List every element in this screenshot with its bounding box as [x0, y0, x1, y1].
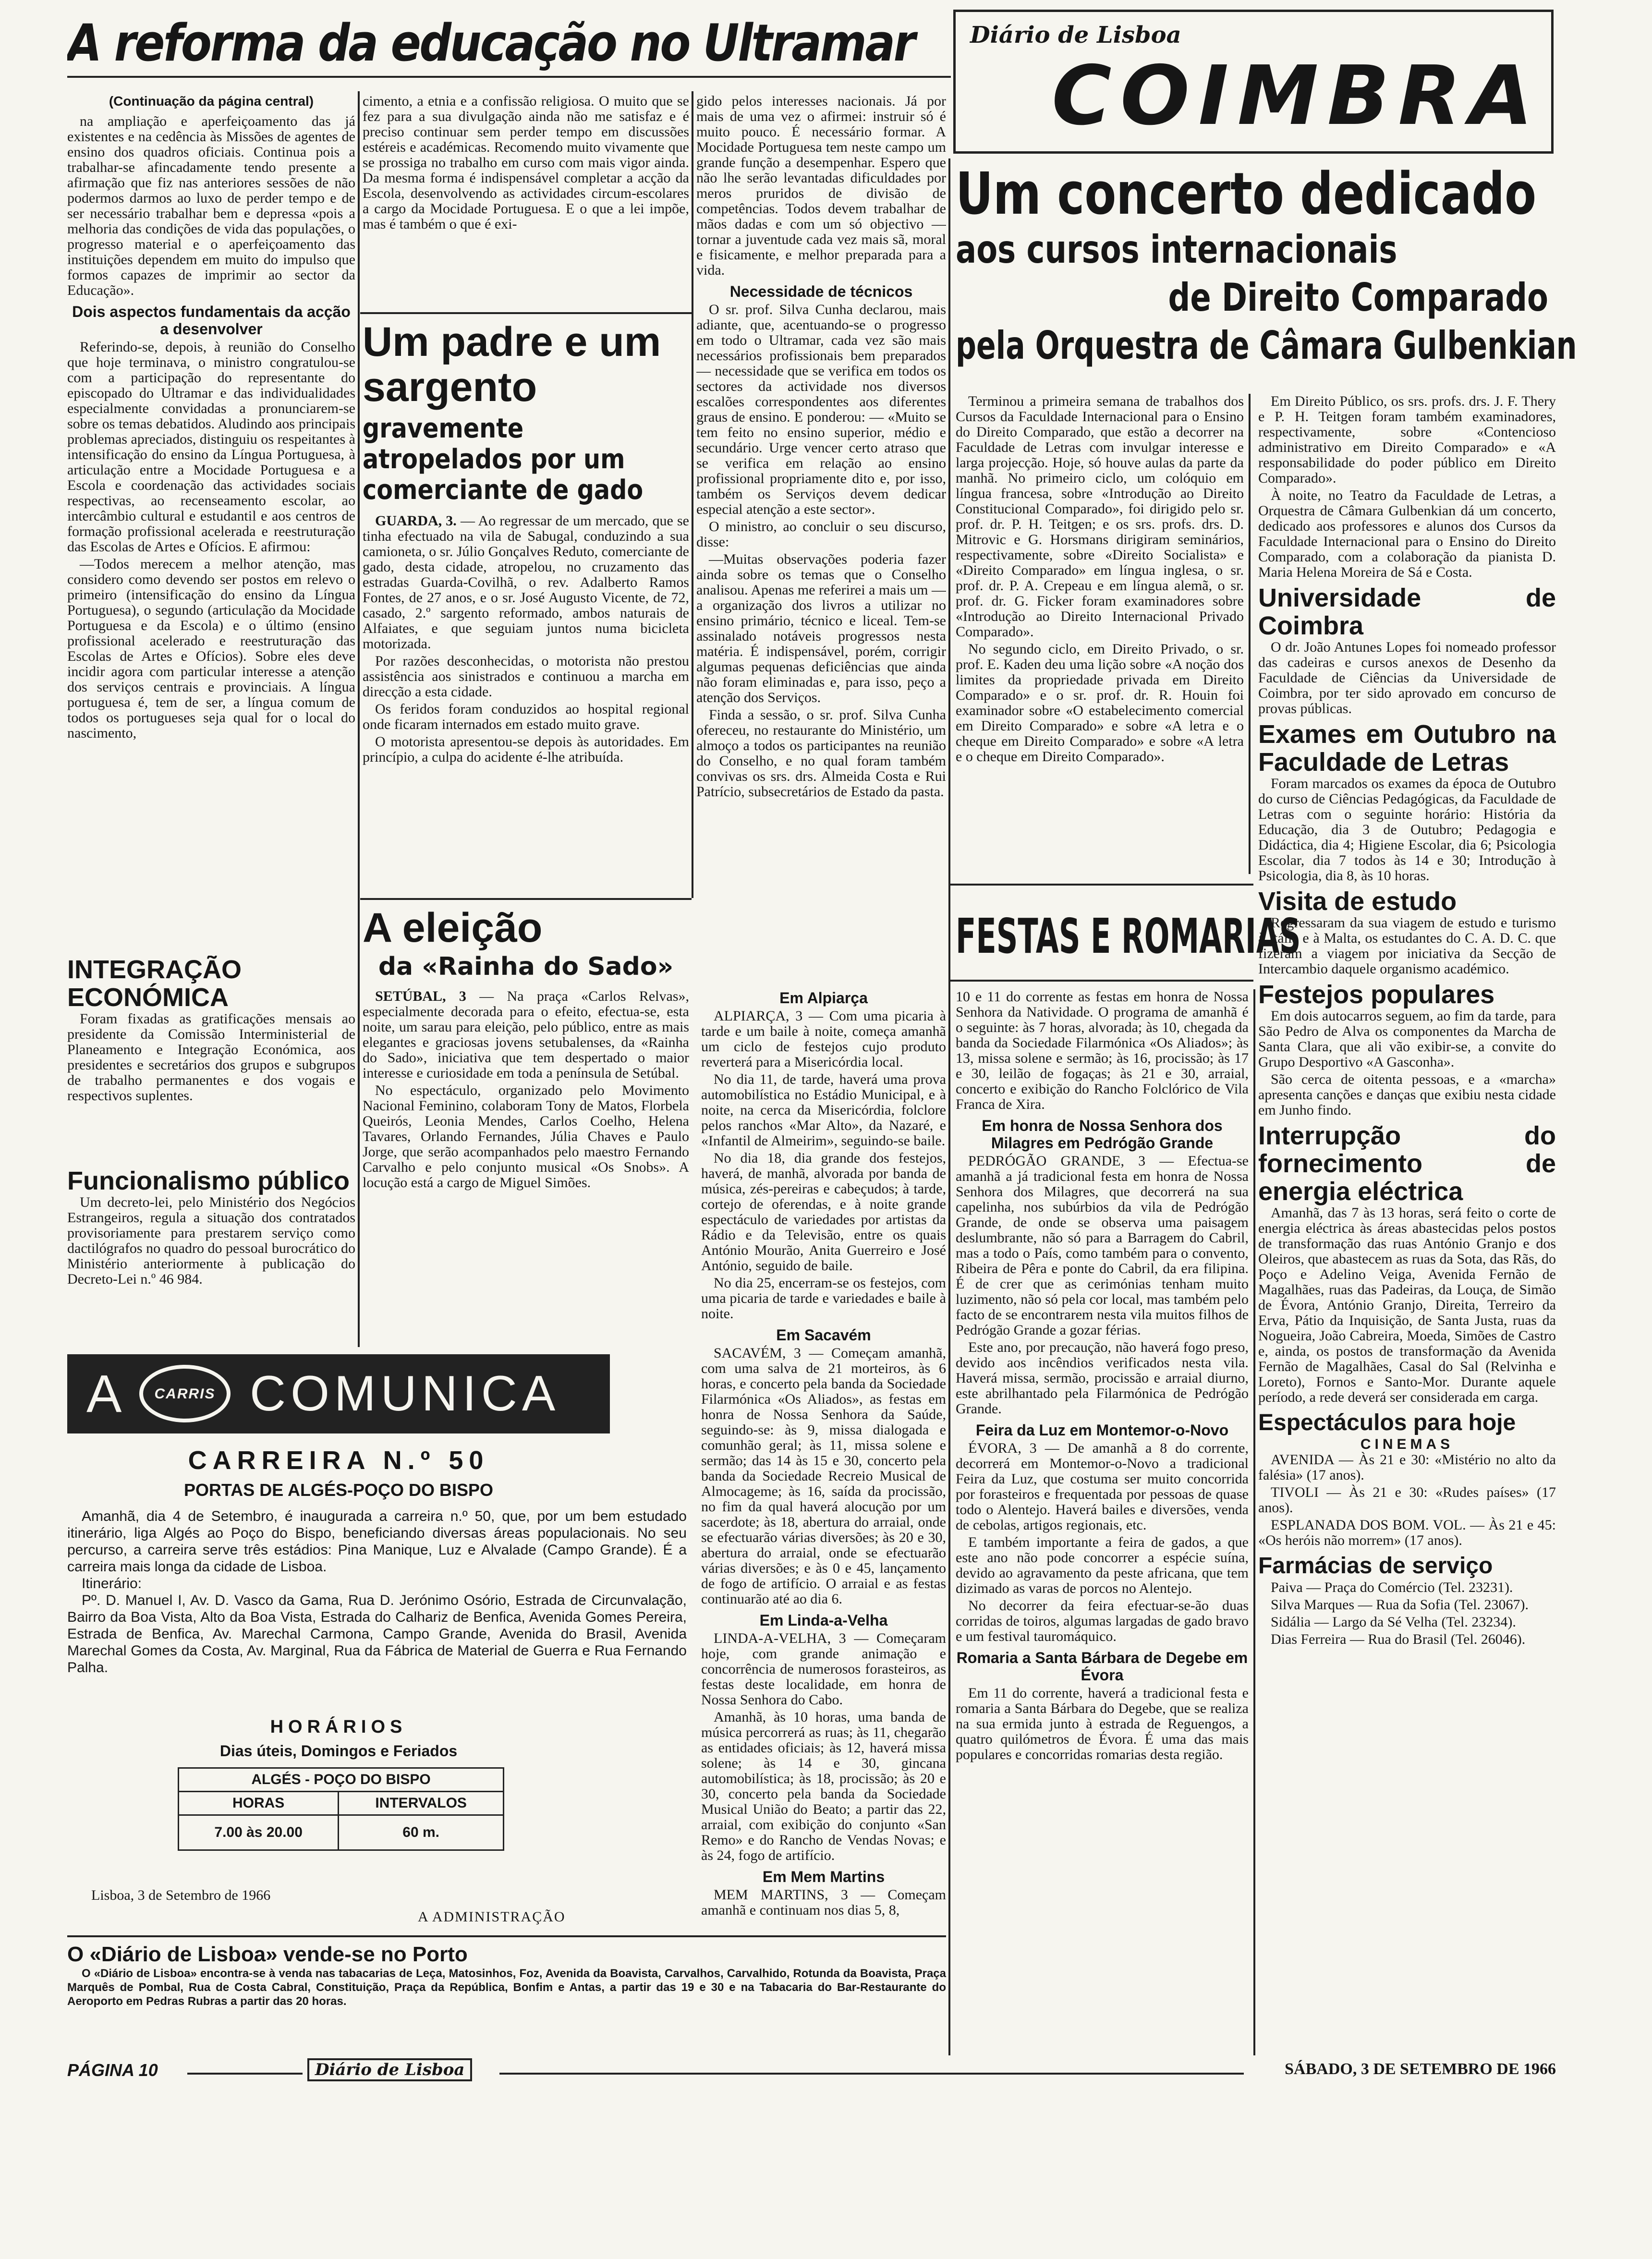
carris-route: PORTAS DE ALGÉS-POÇO DO BISPO — [183, 1480, 494, 1500]
reforma-para: O sr. prof. Silva Cunha declarou, mais adiante, que, acentuando-se o progresso em todo o Ultramar, cada vez são mais necessários profissionais bem preparados — necessidade que se verifica em todos os sectores da actividade nos diversos escalões correspondentes aos diferentes graus de ensino. E ponderou: — «Muito se tem feito no ensino superior, médio e secundário. Urge vencer certo atraso que se verifica em relação ao ensino profissional propriamente dito e, por isso, também os Serviços devem dedicar especial atenção a este sector». — [696, 302, 946, 517]
horarios-sub: Dias úteis, Domingos e Feriados — [219, 1742, 458, 1760]
reforma-para: —Todos merecem a melhor atenção, mas considero como devendo ser postos em relevo o primeiro (intensificação do ensino da Língua Portuguesa), o segundo (articulação da Mocidade Portuguesa e da Escola) e o último (ensino profissional acelerado e reestruturação das Escolas de Artes e Ofícios). Sobre eles deve incidir agora com particular interesse a atenção dos serviços centrais e provinciais. A língua portuguesa é, tem de ser, a língua comum de todos os portugueses seja qual for o local do nascimento, — [67, 556, 355, 741]
farmacias-title: Farmácias de serviço — [1258, 1553, 1493, 1579]
funcionalismo-article — [67, 1167, 355, 1345]
col-horas: HORAS — [179, 1792, 339, 1815]
romaria-title: Romaria a Santa Bárbara de Degebe em Évora — [956, 1649, 1248, 1684]
festas-text: No decorrer da feira efectuar-se-ão duas corridas de toiros, algumas largadas de gado bravo e um festival tauromáquico. — [956, 1598, 1249, 1644]
footer-paper: Diário de Lisboa — [307, 2058, 472, 2081]
festas-text: Em 11 do corrente, haverá a tradicional festa e romaria a Santa Bárbara do Degebe, que se realiza na sua ermida junto à estrada de Reguengos, a quatro quilómetros de Évora. É uma das mais populares e concorridas romarias desta região. — [956, 1685, 1249, 1762]
carris-itinerary: Pº. D. Manuel I, Av. D. Vasco da Gama, Rua D. Jerónimo Osório, Estrada de Circunvalação, Bairro da Boa Vista, Alto da Boa Vista, Estrada do Calhariz de Benfica, Avenida Gomes Pereira, Estrada de Benfica, Av. Marechal Carmona, Campo Grande, Avenida do Brasil, Avenida Marechal Gomes da Costa, Av. Marginal, Rua da Fábrica de Material de Guerra e Rua Fernando Palha. — [67, 1592, 687, 1676]
concerto-colA — [956, 394, 1244, 874]
continuation-note: (Continuação da página central) — [109, 94, 314, 109]
eleicao-body: — Na praça «Carlos Relvas», especialmente decorada para o efeito, efectua-se, esta noite, um sarau para eleição, pelo público, entre as mais elegantes e graciosas jovens setubalenses, da «Rainha do Sado», iniciativa que tem despertado o maior interesse e curiosidade em toda a península de Setúbal. — [363, 988, 689, 1081]
carris-signature: A ADMINISTRAÇÃO — [418, 1909, 566, 1925]
pedrogao-title: Em honra de Nossa Senhora dos Milagres em Pedrógão Grande — [982, 1117, 1223, 1152]
masthead-paper-name: Diário de Lisboa — [970, 22, 1181, 49]
padre-text: Por razões desconhecidas, o motorista não prestou assistência aos sinistrados e continuou a marcha em direcção a esta cidade. — [363, 653, 689, 700]
column-rule — [358, 91, 360, 1347]
festas-text: ALPIARÇA, 3 — Com uma picaria à tarde e um baile à noite, começa amanhã um ciclo de festejos cujo produto reverterá para a Misericórdia local. — [701, 1008, 946, 1070]
horarios-table — [178, 1767, 504, 1851]
column-rule — [1253, 989, 1255, 2055]
page-footer — [67, 2060, 1556, 2089]
carris-carreira: CARREIRA N.º 50 — [188, 1446, 489, 1475]
festas-text: 10 e 11 do corrente as festas em honra de Nossa Senhora da Natividade. O programa de amanhã é o seguinte: às 7 horas, alvorada; às 10, chegada da banda da Sociedade Filarmónica «Os Aliados»; às 13, missa solene e sermão; às 16, procissão; às 17 e 30, leilão de fogaças; às 21 e 30, arraial, concerto e exibição do Rancho Folclórico de Vila Franca de Xira. — [956, 989, 1249, 1112]
festejos-text: São cerca de oitenta pessoas, e a «marcha» apresenta canções e danças que exibiu nesta cidade em Junho findo. — [1258, 1071, 1556, 1118]
linda-title: Em Linda-a-Velha — [759, 1612, 888, 1629]
funcionalismo-text: Um decreto-lei, pelo Ministério dos Negócios Estrangeiros, regula a situação dos contratados provisoriamente para prestarem serviço como dactilógrafos no quadro do pessoal burocrático do Ministério anteriormente à publicação do Decreto-Lei n.º 46 984. — [67, 1194, 355, 1287]
padre-text: O motorista apresentou-se depois às autoridades. Em princípio, a culpa do acidente é-lhe atribuída. — [363, 734, 689, 765]
farmacias-item: Silva Marques — Rua da Sofia (Tel. 23067). — [1271, 1597, 1529, 1613]
espectaculos-item: AVENIDA — Às 21 e 30: «Mistério no alto da falésia» (17 anos). — [1258, 1452, 1556, 1483]
festas-text: LINDA-A-VELHA, 3 — Começaram hoje, com grande animação e concorrência de numerosos forasteiros, as festas deste localidade, em honra de Nossa Senhora do Cabo. — [701, 1630, 946, 1708]
table-row — [179, 1792, 504, 1815]
footer-page: PÁGINA 10 — [67, 2060, 158, 2080]
headline-rule — [67, 76, 951, 78]
espectaculos-item: ESPLANADA DOS BOM. VOL. — Às 21 e 45: «Os heróis não morrem» (17 anos). — [1258, 1517, 1556, 1548]
festas-text: SACAVÉM, 3 — Começam amanhã, com uma salva de 21 morteiros, às 6 horas, e concerto pela banda da Sociedade Filarmónica «Os Aliados», as festas em honra de Nossa Senhora da Saúde, seguindo-se: às 9, missa dialogada e comunhão geral; às 11, missa solene e sermão; das 14 às 15 e 30, concerto pela banda da Sociedade Recreio Musical de Almocageme; às 16, saída da procissão, no fim da qual haverá alocução por um sacerdote; às 18, abertura do arraial, onde se efectuarão várias diversões; às 20 e 30, abertura do arraial, onde se efectuarão várias diversões; e às 0 e 45, lançamento de fogo de artifício. O arraial e as festas continuarão até ao dia 6. — [701, 1345, 946, 1607]
reforma-col1 — [67, 94, 355, 939]
column-rule — [692, 91, 693, 898]
reforma-para: Finda a sessão, o sr. prof. Silva Cunha ofereceu, no restaurante do Ministério, um almoço a todos os participantes na reunião do Conselho, e no qual foram também convivas os srs. drs. Almeida Costa e Rui Patrício, subsecretários de Estado da pasta. — [696, 707, 946, 800]
integracao-article — [67, 956, 355, 1157]
main-headline-text: A reforma da educação no Ultramar — [67, 14, 914, 72]
festas-main-colA — [701, 984, 946, 2055]
main-headline — [67, 14, 951, 72]
festas-text: MEM MARTINS, 3 — Começam amanhã e continuam nos dias 5, 8, — [701, 1887, 946, 1918]
mem-title: Em Mem Martins — [762, 1868, 885, 1885]
val-intervalos: 60 m. — [339, 1815, 504, 1850]
padre-body: — Ao regressar de um mercado, que se tinha efectuado na vila de Sabugal, conduzindo a sua camioneta, o sr. Júlio Gonçalves Reduto, comerciante de gado, desta cidade, atropelou, no cruzamento das estradas Guarda-Covilhã, o rev. Adalberto Ramos Fontes, de 27 anos, e o sr. José Augusto Vicente, de 72, casado, 2.º sargento reformado, ambos naturais de Alfaiates, e que seguiam juntos numa bicicleta motorizada. — [363, 513, 689, 652]
masthead-section: COIMBRA — [1052, 49, 1542, 144]
reforma-para: Referindo-se, depois, à reunião do Conselho que hoje terminava, o ministro congratulou-se com a participação do representante do episcopado do Ultramar e das individualidades especialmente convidadas a pronunciarem-se sobre os temas debatidos. Aludindo aos principais problemas apreciados, distinguiu os respeitantes à intensificação do ensino da Língua Portuguesa, à articulação entre a Mocidade Portuguesa e a Escola e coordenação das actividades sociais respectivas, ao recenseamento escolar, ao intercâmbio cultural e estudantil e aos centros de formação profissional acelerada e reestruturação das Escolas de Artes e Ofícios. E afirmou: — [67, 339, 355, 555]
footer-rule — [187, 2073, 303, 2075]
concerto-text: No segundo ciclo, em Direito Privado, o sr. prof. E. Kaden deu uma lição sobre «A noção dos limites da propriedade privada em Direito Comparado» e o sr. prof. dr. R. Houin foi examinador sobre «O estabelecimento comercial em Direito Comparado» e sobre «A letra e o cheque em Direito Comparado» e sobre «A letra e o cheque em Direito Comparado». — [956, 641, 1244, 765]
horarios-title: HORÁRIOS — [270, 1717, 407, 1737]
column-rule — [1249, 394, 1251, 874]
espectaculos-title: Espectáculos para hoje — [1258, 1410, 1516, 1435]
reforma-subhead: Necessidade de técnicos — [729, 283, 913, 300]
festas-text: E também importante a feira de gados, a que este ano não pode concorrer a espécie suína, devido ao agravamento da peste africana, que tem dizimado as varas de porcos no Alentejo. — [956, 1534, 1249, 1596]
rule — [948, 980, 1253, 982]
exames-title: Exames em Outubro na Faculdade de Letras — [1258, 720, 1556, 777]
integracao-title: INTEGRAÇÃO ECONÓMICA — [67, 956, 242, 1012]
reforma-col3 — [696, 94, 946, 939]
festas-text: No dia 11, de tarde, haverá uma prova automobilística no Estádio Municipal, e à noite, na cerca da Misericórdia, folclore pelos ranchos «Mar Alto», da Nazaré, e «Infantil de Almeirim», seguindo-se baile. — [701, 1071, 946, 1149]
festas-headline: FESTAS E ROMARIAS — [956, 908, 1301, 964]
carris-date: Lisboa, 3 de Setembro de 1966 — [91, 1887, 271, 1903]
masthead-box — [953, 10, 1554, 154]
festas-main-colB — [956, 989, 1249, 2055]
padre-dateline: GUARDA, 3. — [375, 513, 457, 529]
reforma-para: —Muitas observações poderia fazer ainda sobre os temas que o Conselho analisou. Apenas me referirei a mais um — a organização dos livros a utilizar no ensino primário, técnico e liceal. Tem-se assinalado notáveis progressos nesta matéria. É indispensável, porém, corrigir algumas pequenas deficiências que ainda não foram eliminadas e, para isso, peço a atenção dos Serviços. — [696, 551, 946, 705]
sacavem-title: Em Sacavém — [776, 1326, 871, 1344]
festas-text: Este ano, por precaução, não haverá fogo preso, devido aos incêndios verificados nesta vila. Haverá missa, sermão, procissão e arraial diurno, este abrilhantado pela Filarmónica de Pedrógão Grande. — [956, 1339, 1249, 1417]
padre-text — [363, 513, 689, 652]
funcionalismo-title: Funcionalismo público — [67, 1167, 350, 1195]
footer-rule — [499, 2073, 1244, 2075]
reforma-para: na ampliação e aperfeiçoamento das já existentes e na cedência às Missões de agentes de ensino dos quadros oficiais. Continua pois a trabalhar-se afincadamente tendo presente a afirmação que fiz nas anteriores sessões de não podermos darmos ao luxo de perder tempo e de ser necessário trabalhar bem e depressa «pois a melhoria das condições de vida das populações, o progresso material e o aperfeiçoamento das instituições dependem em muito do impulso que formos capazes de imprimir ao sector da Educação». — [67, 113, 355, 298]
festas-text: No dia 25, encerram-se os festejos, com uma picaria de tarde e variedades e baile à noite. — [701, 1275, 946, 1322]
table-row — [179, 1815, 504, 1850]
eleicao-article — [363, 905, 689, 1347]
visita-text: Regressaram da sua viagem de estudo e turismo à Itália e à Malta, os estudantes do C. A. D. C. que fizeram a viagem por iniciativa da Secção de Intercambio daquele organismo académico. — [1258, 915, 1556, 977]
reforma-subhead: Dois aspectos fundamentais da acção a desenvolver — [72, 303, 351, 338]
festejos-text: Em dois autocarros seguem, ao fim da tarde, para São Pedro de Alva os componentes da Marcha de Santa Clara, que ali vão exibir-se, a convite do Grupo Desportivo «A Gasconha». — [1258, 1008, 1556, 1070]
visita-title: Visita de estudo — [1258, 887, 1457, 916]
concerto-text: Em Direito Público, os srs. profs. drs. J. F. Thery e P. H. Teitgen foram também examinadores, respectivamente, sobre «Contencioso administrativo em Direito Comparado» e «A responsabilidade do poder público em Direito Comparado». — [1258, 394, 1556, 486]
col-intervalos: INTERVALOS — [339, 1792, 504, 1815]
carris-banner — [67, 1354, 610, 1433]
eleicao-dateline: SETÚBAL, 3 — [375, 988, 466, 1004]
horarios-table-title: ALGÉS - POÇO DO BISPO — [179, 1768, 504, 1792]
concerto-line2: aos cursos internacionais — [956, 227, 1397, 272]
festas-text: No dia 18, dia grande dos festejos, haverá, de manhã, alvorada por banda de música, zés-pereiras e cabeçudos; à tarde, cortejo de oferendas, e à noite grande espectáculo de variedades por artistas da Rádio e da Televisão, entre os quais António Mourão, Anita Guerreiro e José António, seguido de baile. — [701, 1150, 946, 1274]
carris-logo-text: CARRIS — [154, 1386, 216, 1402]
footer-date: SÁBADO, 3 DE SETEMBRO DE 1966 — [1285, 2060, 1556, 2078]
concerto-headline — [956, 161, 1577, 384]
feira-title: Feira da Luz em Montemor-o-Novo — [975, 1421, 1229, 1439]
table-row — [179, 1768, 504, 1792]
val-horas: 7.00 às 20.00 — [179, 1815, 339, 1850]
concerto-line4: pela Orquestra de Câmara Gulbenkian — [956, 323, 1577, 368]
eleicao-text — [363, 989, 689, 1081]
concerto-line1: Um concerto dedicado — [956, 161, 1537, 228]
carris-body: Amanhã, dia 4 de Setembro, é inaugurada a carreira n.º 50, que, por um bem estudado itinerário, liga Algés ao Poço do Bispo, beneficiando diversas áreas populacionais. No seu percurso, a carreira serve três estádios: Pina Manique, Luz e Alvalade (Campo Grande). É a carreira mais longa da cidade de Lisboa. — [67, 1508, 687, 1575]
concerto-text: À noite, no Teatro da Faculdade de Letras, a Orquestra de Câmara Gulbenkian dá um concerto, dedicado aos professores e alunos dos Cursos da Faculdade Internacional para o Ensino do Direito Comparado, com a colaboração da pianista D. Maria Helena Moreira de Sá e Costa. — [1258, 487, 1556, 580]
concerto-line3: de Direito Comparado — [1168, 275, 1548, 320]
espectaculos-item: TIVOLI — Às 21 e 30: «Rudes países» (17 anos). — [1258, 1484, 1556, 1516]
festas-text: ÉVORA, 3 — De amanhã a 8 do corrente, decorrerá em Montemor-o-Novo a tradicional Feira da Luz, que costuma ser muito concorrida por forasteiros e frequentada por pessoas de quase todo o Alentejo. Haverá bailes e diversões, venda de cebolas, artigos regionais, etc. — [956, 1440, 1249, 1533]
integracao-text: Foram fixadas as gratificações mensais ao presidente da Comissão Interministerial de Planeamento e Integração Económica, aos presidentes e secretários dos grupos e subgrupos de trabalho permanentes e dos vogais e respectivos suplentes. — [67, 1011, 355, 1104]
alpiarca-title: Em Alpiarça — [779, 989, 868, 1007]
porto-title: O «Diário de Lisboa» vende-se no Porto — [67, 1943, 468, 1966]
carris-text — [67, 1508, 687, 1676]
reforma-col2 — [363, 94, 689, 305]
festas-text: Amanhã, às 10 horas, uma banda de música percorrerá as ruas; às 11, chegarão as entidades oficiais; às 12, haverá missa solene; às 14 e 30, gincana automobilística; às 18, procissão; às 20 e 30, concerto pela banda da Sociedade Musical União do Beato; a partir das 22, arraial, com exibição do conjunto «San Remo» e do Rancho de Vendas Novas; e às 24, fogo de artifício. — [701, 1709, 946, 1863]
universidade-title: Universidade de Coimbra — [1258, 583, 1556, 640]
carris-logo — [139, 1365, 231, 1422]
festas-text: PEDRÓGÃO GRANDE, 3 — Efectua-se amanhã a já tradicional festa em honra de Nossa Senhora dos Milagres, que decorrerá na sua capelinha, nos subúrbios da vila de Pedrógão Grande, de onde se observa uma paisagem deslumbrante, não só para a Barragem do Cabril, mas a todo o País, como também para o convento, Ribeira de Pêra e ponte do Cabril, da era filipina. É de crer que as cerimónias tenham muito luzimento, não só pela cor local, mas também pelo facto de se encontrarem nesta vila muitos filhos de Pedrógão Grande a gozar férias. — [956, 1153, 1249, 1338]
interrupcao-text: Amanhã, das 7 às 13 horas, será feito o corte de energia eléctrica às áreas abastecidas pelos postos de transformação das ruas António Granjo e dos Oleiros, que abastecem as ruas da Sota, das Rãs, do Poço e Adelino Veiga, Avenida Fernão de Magalhães, ruas das Padeiras, da Louça, de Simão de Évora, António Granjo, Direita, Terreiro da Erva, Pátio da Inquisição, de Santa Justa, ruas da Nogueira, João Cabreira, Moeda, Simões de Castro e, ainda, os postos de transformação da Avenida Fernão de Magalhães, Casal do Sal (Relvinha e Loreto), Fornos e Santo-Mor. Durante aquele período, a rede deverá ser considerada em carga. — [1258, 1205, 1556, 1405]
rule — [360, 898, 692, 900]
reforma-para: gido pelos interesses nacionais. Já por mais de uma vez o afirmei: instruir só é muito pouco. É necessário formar. A Mocidade Portuguesa tem neste campo um grande função a desempenhar. Espero que não lhe serão levantadas dificuldades por meros pruridos de divisão de competências. Todos devem trabalhar de mãos dadas e com um só objectivo — tornar a juventude cada vez mais sã, moral e fisicamente, e melhor preparada para a vida. — [696, 94, 946, 278]
farmacias-item: Paiva — Praça do Comércio (Tel. 23231). — [1271, 1579, 1513, 1595]
eleicao-headline: A eleição — [363, 905, 543, 951]
carris-banner-comunica: COMUNICA — [250, 1366, 560, 1421]
padre-article — [363, 319, 689, 891]
column-rule — [948, 158, 950, 2055]
porto-text: O «Diário de Lisboa» encontra-se à venda nas tabacarias de Leça, Matosinhos, Foz, Avenida da Boavista, Carvalhos, Carvalhido, Rotunda da Boavista, Praça Marquês de Pombal, Rua de Costa Cabral, Constituição, Praça da República, Bonfim e Antas, a partir das 19 e 30 e na Tabacaria do Bar-Restaurante do Aeroporto em Pedras Rubras a partir das 20 horas. — [67, 1967, 946, 2008]
eleicao-deck: da «Rainha do Sado» — [378, 952, 674, 981]
carris-itin-label: Itinerário: — [82, 1576, 142, 1591]
rule — [360, 312, 692, 314]
padre-headline: Um padre e um sargento — [363, 319, 661, 410]
farmacias-item: Dias Ferreira — Rua do Brasil (Tel. 26046). — [1271, 1631, 1526, 1647]
coimbra-right-col — [1258, 394, 1556, 2055]
espectaculos-sub: CINEMAS — [1360, 1436, 1454, 1452]
farmacias-item: Sidália — Largo da Sé Velha (Tel. 23234). — [1271, 1614, 1516, 1630]
eleicao-text: No espectáculo, organizado pelo Movimento Nacional Feminino, colaboram Tony de Matos, Florbela Queirós, Leonia Mendes, Carlos Coelho, Helena Tavares, Orlando Fernandes, Júlia Chaves e Paulo Jorge, que serão acompanhados pelo maestro Fernando Carvalho e pelo conjunto musical «Os Snobs». A locução está a cargo de Miguel Simões. — [363, 1082, 689, 1190]
festejos-title: Festejos populares — [1258, 980, 1495, 1009]
carris-banner-a: A — [86, 1364, 122, 1423]
reforma-para: O ministro, ao concluir o seu discurso, disse: — [696, 519, 946, 550]
padre-text: Os feridos foram conduzidos ao hospital regional onde ficaram internados em estado muito grave. — [363, 701, 689, 732]
rule — [948, 884, 1253, 886]
reforma-para: cimento, a etnia e a confissão religiosa. O muito que se fez para a sua divulgação ainda não me satisfaz e é preciso continuar sem perder tempo em discussões estéreis e académicas. Recomendo muito vivamente que se prossiga no trabalho em curso com mais vigor ainda. Da mesma forma é indispensável completar a acção da Escola, desenvolvendo as actividades circum-escolares a cargo da Mocidade Portuguesa. E o que a lei impõe, mas é também o que é exi- — [363, 94, 689, 232]
exames-text: Foram marcados os exames da época de Outubro do curso de Ciências Pedagógicas, da Faculdade de Letras com o seguinte horário: História da Educação, dia 3 de Outubro; Pedagogia e Didáctica, dia 4; Higiene Escolar, dia 6; Psicologia Escolar, dia 7 todos às 14 e 30; Introdução à Psicologia, dia 8, às 10 horas. — [1258, 776, 1556, 884]
padre-deck: gravemente atropelados por um comerciante de gado — [363, 413, 644, 506]
universidade-text: O dr. João Antunes Lopes foi nomeado professor das cadeiras e cursos anexos de Desenho da Faculdade de Ciências da Universidade de Coimbra, por ter sido aprovado em concurso de provas públicas. — [1258, 639, 1556, 717]
interrupcao-title: Interrupção do fornecimento de energia eléctrica — [1258, 1121, 1556, 1206]
concerto-text: Terminou a primeira semana de trabalhos dos Cursos da Faculdade Internacional para o Ensino do Direito Comparado, que estão a decorrer na Faculdade de Letras com invulgar interesse e larga projecção. Hoje, só houve aulas da parte da manhã. No primeiro ciclo, um colóquio em língua francesa, sobre «Introdução ao Direito Constitucional Comparado», foi dirigido pelo sr. prof. dr. P. H. Teitgen; e os srs. profs. drs. D. Mitrovic e G. Horsmans dirigiram seminários, respectivamente, sobre «Direito Socialista» e «Direito Comparado» em língua inglesa, o sr. prof. dr. P. A. Crepeau e em língua alemã, o sr. prof. dr. G. Ficker foram examinadores sobre «Introdução ao Direito Internacional Privado Comparado». — [956, 394, 1244, 640]
